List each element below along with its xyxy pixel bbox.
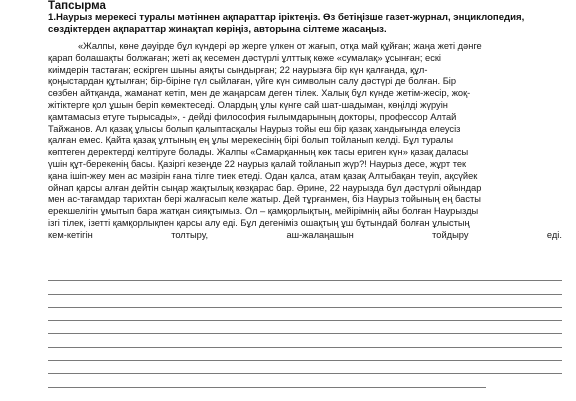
text-line-last bbox=[48, 230, 562, 242]
word: кем-кетігін bbox=[48, 229, 93, 240]
text-line: ізгі тілек, ізетті қамқорлықпен қарсы алу еді. Бұл дегеніміз ошақтың ұш бұтындай болған ұлыстың bbox=[48, 217, 470, 228]
answer-line[interactable] bbox=[48, 268, 562, 281]
task-instruction: 1.Наурыз мерекесі туралы мәтіннен ақпараттар іріктеңіз. Өз бетіңізше газет-журнал, энциклопедия, сөздіктерден ақпараттар жинақтап көріңіз, авторына сілтеме жасаңыз. bbox=[48, 12, 525, 35]
text-line: ерекшелігін ұмытып бара жатқан сияқтымыз. Ол – қамқорлықтың, мейірімнің айы болған Наурызды bbox=[48, 206, 479, 217]
text-line: қамтамасыз етуге тырысады», - дейді философия ғылымдарының докторы, профессор Алтай bbox=[48, 111, 457, 122]
answer-line[interactable] bbox=[48, 295, 562, 308]
text-line: көптеген деректерді келтіруге болады. Жалпы «Самарқанның көк тасы ериген күн» қазақ даласы bbox=[48, 147, 469, 158]
text-line: қарап болашақты болжаған; жеті ақ кесемен дәстүрлі ұлттық көже «сумалақ» ұсынған; ескі bbox=[48, 52, 441, 63]
answer-line[interactable] bbox=[48, 334, 562, 347]
word: толтыру, bbox=[171, 229, 209, 240]
text-line: қана ішіп-жеу мен ас мәзірін ғана тілге тиек етеді. Одан қалса, атам қазақ Алтыбақан теуіп, ақсүйек bbox=[48, 170, 478, 181]
answer-line[interactable] bbox=[48, 374, 486, 387]
answer-line[interactable] bbox=[48, 281, 562, 294]
text-line: «Жалпы, көне дәуірде бұл күндері әр жерге үлкен от жағып, отқа май құйған; жаңа жеті дәнге bbox=[78, 41, 482, 51]
text-line: киімдерін тастаған; ескірген шыны аяқты сындырған; 22 наурызға бір күн қалғанда, құл- bbox=[48, 64, 428, 75]
answer-line[interactable] bbox=[48, 348, 562, 361]
text-line: Тайжанов. Ал қазақ ұлысы болып қалыптасқалы Наурыз тойы еш бір қазақ хандығында елеусіз bbox=[48, 123, 461, 134]
word: тойдыру bbox=[432, 229, 469, 240]
answer-line[interactable] bbox=[48, 361, 562, 374]
article-text bbox=[48, 41, 562, 242]
text-line: жітіктерге қол ұшын беріп көмектеседі. Олардың ұлы күнге сай шат-шадыман, көңілді жүруін bbox=[48, 99, 448, 110]
text-line: үшін құт-берекенің басы. Қазіргі кезеңде 22 наурыз қалай тойланып жүр?! Наурыз десе, жұрт тек bbox=[48, 158, 467, 169]
answer-line[interactable] bbox=[48, 308, 562, 321]
text-line: сөзбен айтқанда, жаманат кетіп, мен де жаңарсам деген тілек. Халық бұл күнде жетім-жесір, жоқ- bbox=[48, 88, 471, 99]
text-line: қоңыстардан құтылған; бір-біріне гүл сыйлаған, үйге күн символын салу дәстүрі де болған. Бір bbox=[48, 76, 457, 87]
answer-line[interactable] bbox=[48, 321, 562, 334]
text-line: ойнап қарсы алған дейтін сыңар жақтылық көзқарас бар. Әрине, 22 наурызда бұл дәстүрлі ойындар bbox=[48, 182, 482, 193]
assignment-heading: Тапсырма bbox=[48, 0, 106, 12]
text-line: қалған емес. Қайта қазақ ұлтының ең ұлы мерекесінің бірі болып тойланып келді. Бұл туралы bbox=[48, 135, 454, 146]
answer-lines bbox=[48, 268, 562, 388]
word: еді. bbox=[546, 229, 562, 240]
text-line: мен ас-тағамдар тарихтан бері жалғасып келе жатыр. Дей тұрғанмен, біз Наурыз тойының ең басты bbox=[48, 194, 481, 205]
word: аш-жалаңашын bbox=[286, 229, 354, 240]
